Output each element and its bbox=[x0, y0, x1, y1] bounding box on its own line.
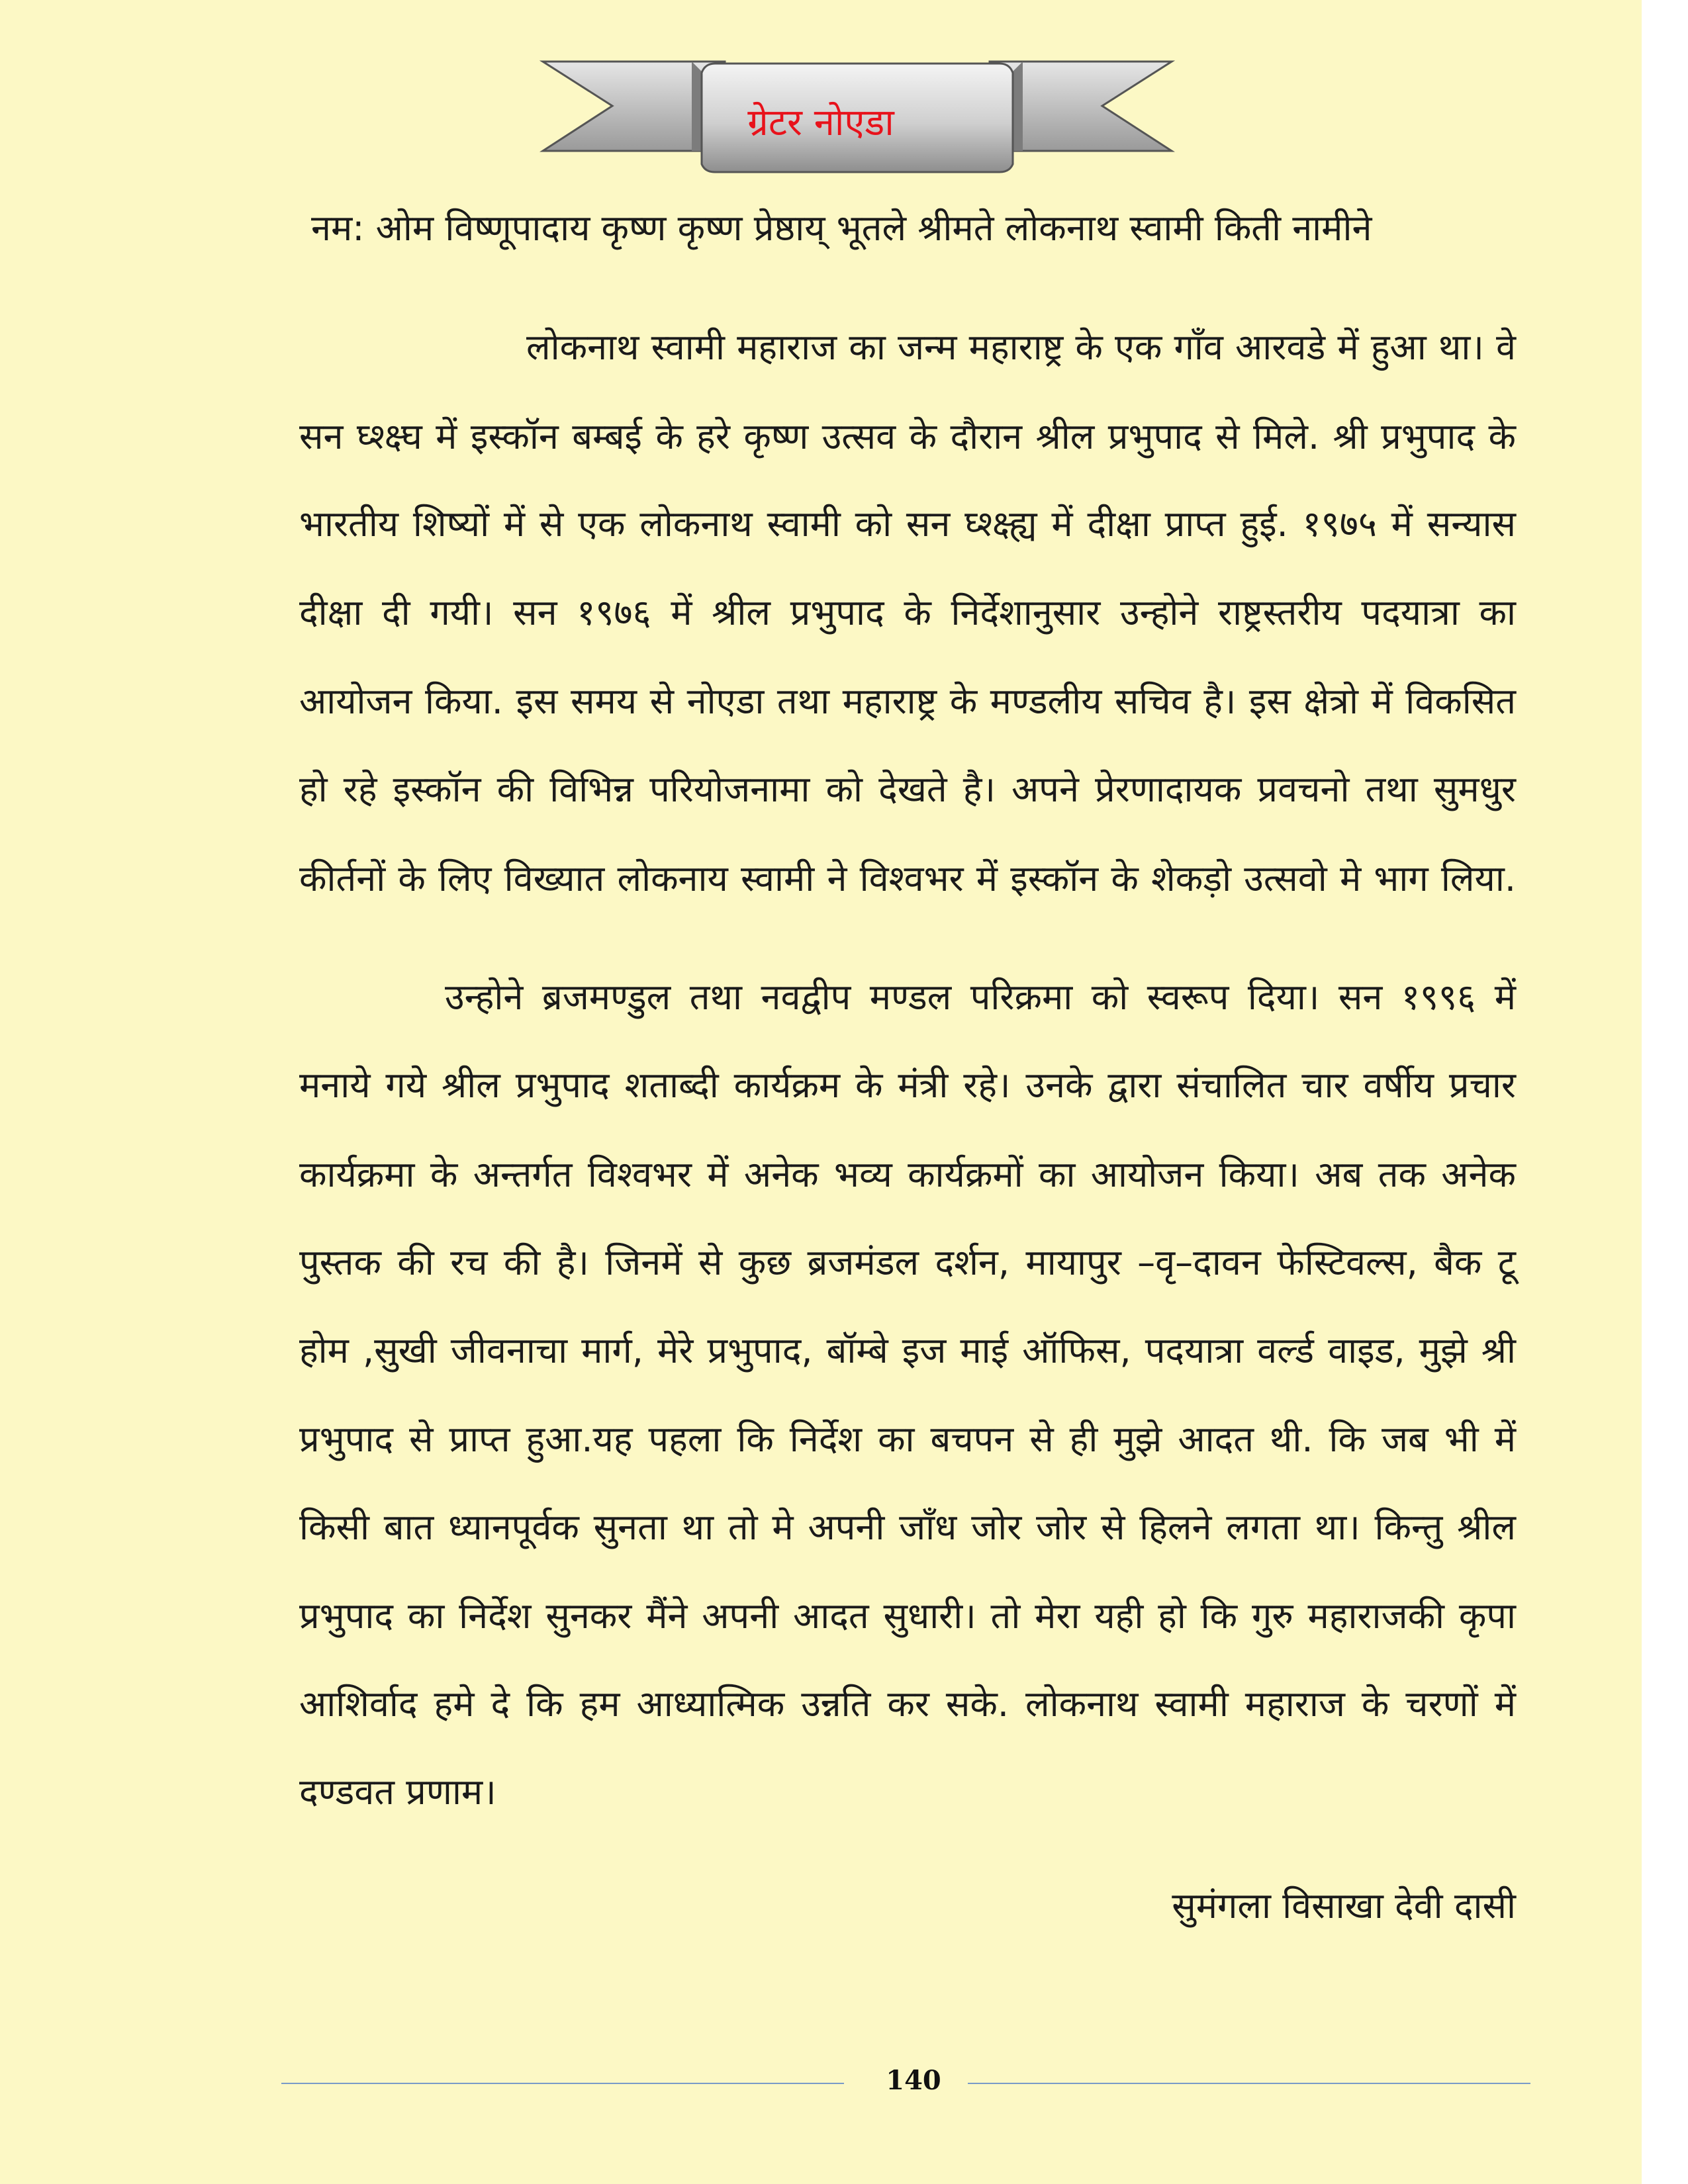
paragraph-line: प्रभुपाद से प्राप्त हुआ.यह पहला कि निर्देश का बचपन से ही मुझे आदत थी. कि जब भी में bbox=[299, 1418, 1516, 1460]
paragraph-line: किसी बात ध्यानपूर्वक सुनता था तो मे अपनी जाँध जोर जोर से हिलने लगता था। किन्तु श्रील bbox=[299, 1506, 1516, 1548]
signature: सुमंगला विसाखा देवी दासी bbox=[1172, 1885, 1516, 1927]
paragraph-line: लोकनाथ स्वामी महाराज का जन्म महाराष्ट्र के एक गाँव आरवडे में हुआ था। वे bbox=[526, 326, 1516, 368]
banner-title: ग्रेटर नोएडा bbox=[747, 101, 894, 144]
paragraph-line: कीर्तनों के लिए विख्यात लोकनाय स्वामी ने विश्वभर में इस्कॉन के शेकड़ो उत्सवो मे भाग लिया. bbox=[299, 858, 1516, 899]
footer-rule-right bbox=[968, 2083, 1530, 2084]
paragraph-line: होम ,सुखी जीवनाचा मार्ग, मेरे प्रभुपाद, बॉम्बे इज माई ऑफिस, पदयात्रा वर्ल्ड वाइड, मुझे श्री bbox=[299, 1330, 1516, 1371]
paragraph-line: कार्यक्रमा के अन्तर्गत विश्वभर में अनेक भव्य कार्यक्रमों का आयोजन किया। अब तक अनेक bbox=[299, 1154, 1516, 1195]
paragraph-line: उन्होने ब्रजमण्डुल तथा नवद्वीप मण्डल परिक्रमा को स्वरूप दिया। सन १९९६ में bbox=[445, 976, 1516, 1018]
paragraph-line: दीक्षा दी गयी। सन १९७६ में श्रील प्रभुपाद के निर्देशानुसार उन्होने राष्ट्रस्तरीय पदयात्रा का bbox=[299, 592, 1516, 633]
paragraph-line: सन घ्श्क्ष्घ में इस्कॉन बम्बई के हरे कृष्ण उत्सव के दौरान श्रील प्रभुपाद से मिले. श्री प्रभुपाद के bbox=[299, 416, 1516, 457]
paragraph-line: भारतीय शिष्यों में से एक लोकनाथ स्वामी को सन घ्श्क्ष्ह्य में दीक्षा प्राप्त हुई. १९७५ में सन्यास bbox=[299, 503, 1516, 545]
paragraph-line: प्रभुपाद का निर्देश सुनकर मैंने अपनी आदत सुधारी। तो मेरा यही हो कि गुरु महाराजकी कृपा bbox=[299, 1595, 1516, 1637]
paragraph-line: दण्डवत प्रणाम। bbox=[299, 1771, 496, 1813]
paragraph-line: आशिर्वाद हमे दे कि हम आध्यात्मिक उन्नति कर सके. लोकनाथ स्वामी महाराज के चरणों में bbox=[299, 1683, 1516, 1725]
paragraph-line: आयोजन किया. इस समय से नोएडा तथा महाराष्ट्र के मण्डलीय सचिव है। इस क्षेत्रो में विकसित bbox=[299, 680, 1516, 722]
invocation-line: नम: ओम विष्णूपादाय कृष्ण कृष्ण प्रेष्ठाय् भूतले श्रीमते लोकनाथ स्वामी किती नामीने bbox=[311, 207, 1372, 249]
paragraph-line: हो रहे इस्कॉन की विभिन्न परियोजनामा को देखते है। अपने प्रेरणादायक प्रवचनो तथा सुमधुर bbox=[299, 768, 1516, 810]
page-number: 140 bbox=[886, 2065, 941, 2096]
paragraph-line: पुस्तक की रच की है। जिनमें से कुछ ब्रजमंडल दर्शन, मायापुर –वृ–दावन फेस्टिवल्स, बैक टू bbox=[299, 1242, 1516, 1283]
paragraph-line: मनाये गये श्रील प्रभुपाद शताब्दी कार्यक्रम के मंत्री रहे। उनके द्वारा संचालित चार वर्षीय प्रचार bbox=[299, 1064, 1516, 1106]
footer-rule-left bbox=[281, 2083, 844, 2084]
